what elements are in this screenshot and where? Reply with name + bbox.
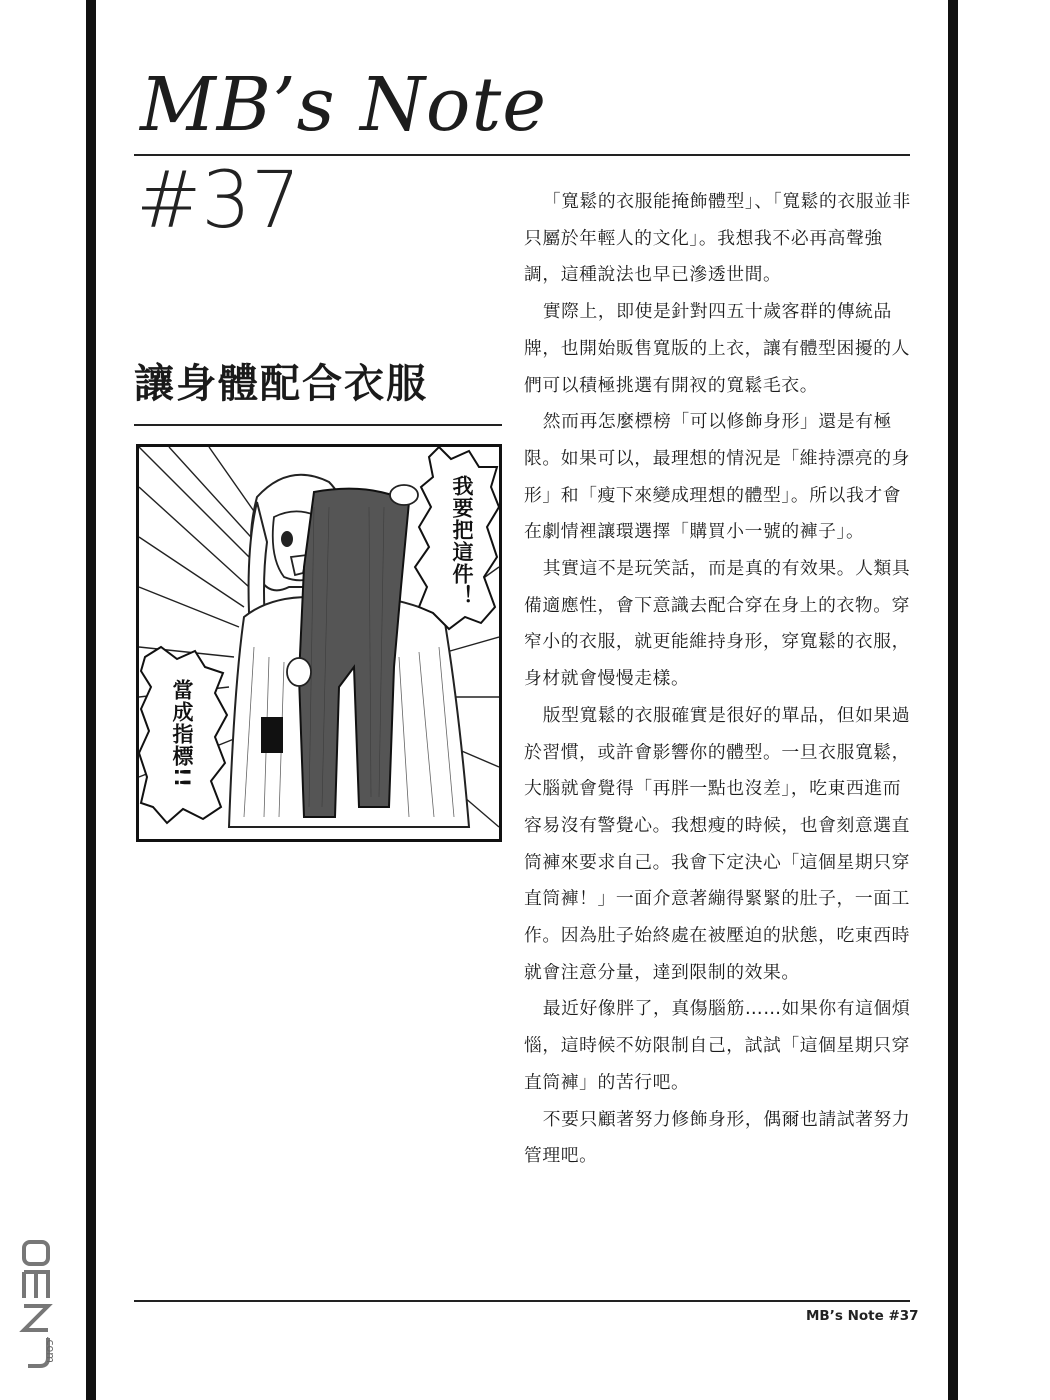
heading-divider	[134, 424, 502, 426]
paragraph: 版型寬鬆的衣服確實是很好的單品，但如果過於習慣，或許會影響你的體型。一旦衣服寬鬆，大腦就會覺得「再胖一點也沒差」，吃東西進而容易沒有警覺心。我想瘦的時候，也會刻意選直筒褲來要求自己。我會下定決心「這個星期只穿直筒褲！」一面介意著繃得緊緊的肚子，一面工作。因為肚子始終處在被壓迫的狀態，吃東西時就會注意分量，達到限制的效果。	[524, 704, 911, 983]
paragraph: 「寬鬆的衣服能掩飾體型」、「寬鬆的衣服並非只屬於年輕人的文化」。我想我不必再高聲強調，這種說法也早已滲透世間。	[524, 191, 911, 286]
speech-bubble-top: 我要把這件！	[450, 475, 475, 607]
watermark-logo	[6, 1238, 58, 1378]
section-heading: 讓身體配合衣服	[134, 361, 428, 407]
paragraph: 然而再怎麼標榜「可以修飾身形」還是有極限。如果可以，最理想的情況是「維持漂亮的身形」和「瘦下來變成理想的體型」。所以我才會在劇情裡讓環選擇「購買小一號的褲子」。	[524, 411, 911, 543]
watermark-site: .com	[44, 1336, 57, 1363]
page-title: MB’s Note	[140, 62, 548, 148]
manga-panel	[136, 444, 502, 842]
paragraph: 實際上，即使是針對四五十歲客群的傳統品牌，也開始販售寬版的上衣，讓有體型困擾的人們可以積極挑選有開衩的寬鬆毛衣。	[524, 301, 911, 396]
footer-divider	[134, 1300, 910, 1302]
paragraph: 不要只顧著努力修飾身形，偶爾也請試著努力管理吧。	[524, 1108, 911, 1167]
left-border-bar	[86, 0, 96, 1400]
speech-bubble-left: 當成指標!!	[170, 679, 195, 789]
footer-label: MB’s Note #37	[806, 1308, 919, 1324]
article-body	[524, 184, 916, 1175]
right-border-bar	[948, 0, 958, 1400]
note-number: #37	[136, 156, 301, 246]
paragraph: 最近好像胖了，真傷腦筋……如果你有這個煩惱，這時候不妨限制自己，試試「這個星期只穿直筒褲」的苦行吧。	[524, 998, 911, 1093]
paragraph: 其實這不是玩笑話，而是真的有效果。人類具備適應性，會下意識去配合穿在身上的衣物。穿窄小的衣服，就更能維持身形，穿寬鬆的衣服，身材就會慢慢走樣。	[524, 558, 911, 690]
